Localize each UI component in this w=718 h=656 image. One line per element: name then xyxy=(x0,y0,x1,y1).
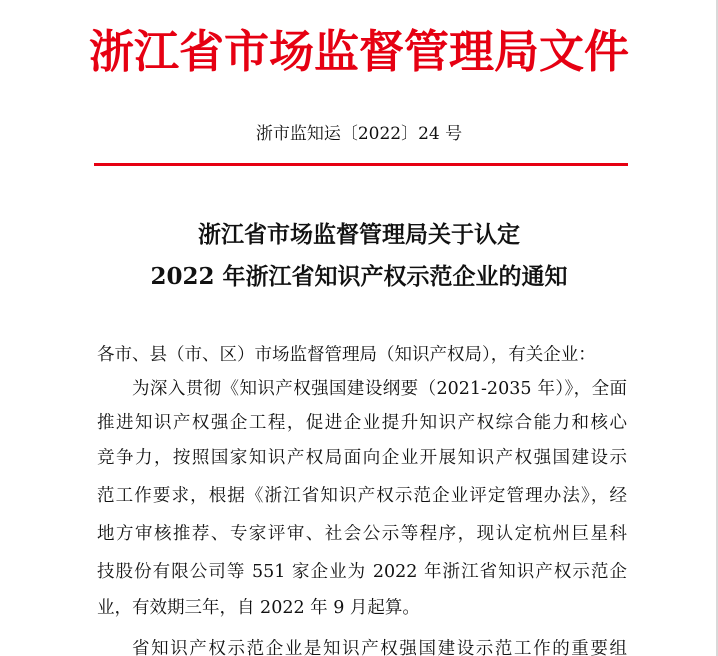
document-number: 浙市监知运〔2022〕24 号 xyxy=(255,124,463,144)
paragraph-line: 推进知识产权强企工程，促进企业提升知识产权综合能力和核心 xyxy=(97,413,627,433)
paragraph-line: 业，有效期三年，自 2022 年 9 月起算。 xyxy=(97,598,420,618)
paragraph-line: 省知识产权示范企业是知识产权强国建设示范工作的重要组 xyxy=(132,639,627,656)
paragraph-line: 为深入贯彻《知识产权强国建设纲要（2021-2035 年）》，全面 xyxy=(132,379,627,399)
paragraph-line: 技股份有限公司等 551 家企业为 2022 年浙江省知识产权示范企 xyxy=(97,562,627,582)
notice-title-line-2: 2022 年浙江省知识产权示范企业的通知 xyxy=(150,263,568,290)
paragraph-line: 地方审核推荐、专家评审、社会公示等程序，现认定杭州巨星科 xyxy=(97,524,627,544)
paragraph-line: 范工作要求，根据《浙江省知识产权示范企业评定管理办法》，经 xyxy=(97,486,627,506)
paragraph-line: 竞争力，按照国家知识产权局面向企业开展知识产权强国建设示 xyxy=(97,448,627,468)
red-divider-line xyxy=(94,163,628,166)
salutation: 各市、县（市、区）市场监督管理局（知识产权局），有关企业： xyxy=(97,345,596,365)
document-header-title: 浙江省市场监督管理局文件 xyxy=(88,25,629,78)
notice-title-line-1: 浙江省市场监督管理局关于认定 xyxy=(198,221,520,248)
